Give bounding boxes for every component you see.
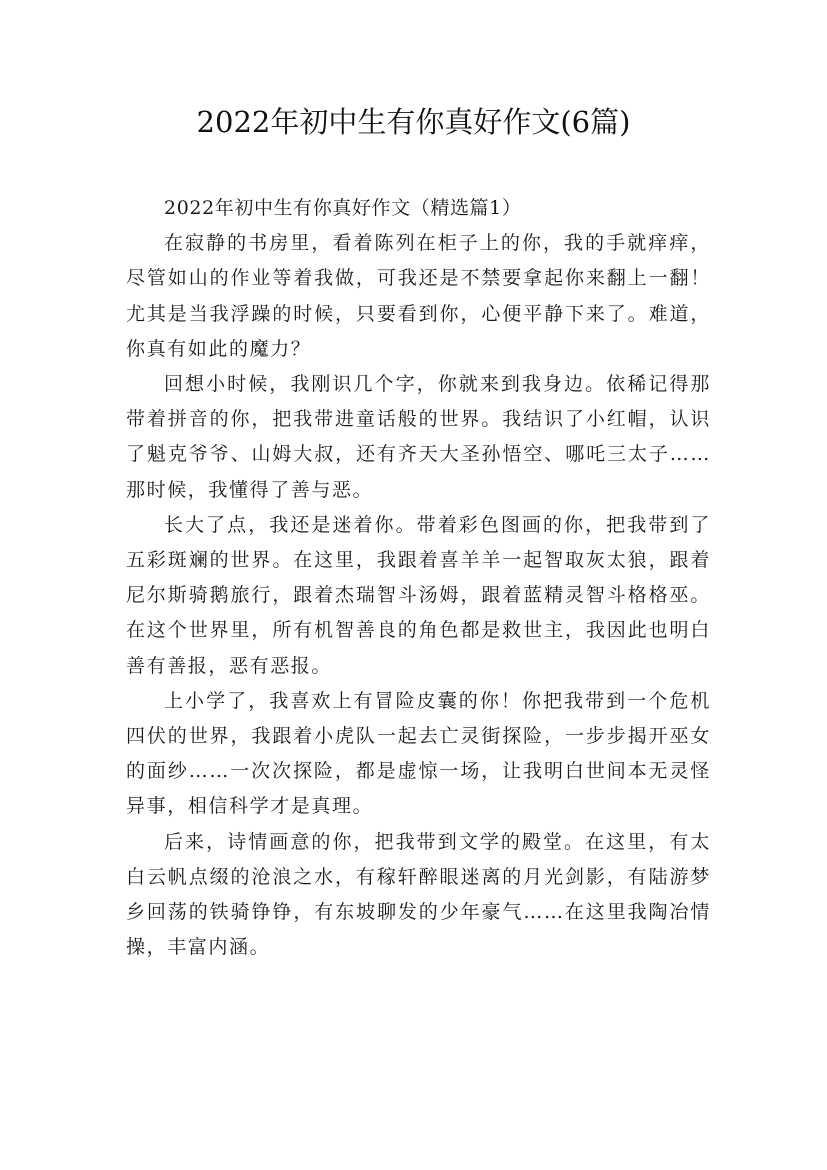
paragraph: 回想小时候，我刚识几个字，你就来到我身边。依稀记得那带着拼音的你，把我带进童话般的世界。我结识了小红帽，认识了魁克爷爷、山姆大叔，还有齐天大圣孙悟空、哪吒三太子……那时候，我懂得了善与恶。	[126, 373, 711, 501]
paragraph: 后来，诗情画意的你，把我带到文学的殿堂。在这里，有太白云帆点缀的沧浪之水，有稼轩醉眼迷离的月光剑影，有陆游梦乡回荡的铁骑铮铮，有东坡聊发的少年豪气……在这里我陶冶情操，丰富内涵。	[126, 830, 711, 959]
document-body	[126, 191, 711, 965]
section-subtitle: 2022年初中生有你真好作文（精选篇1）	[164, 197, 522, 219]
document-title: 2022年初中生有你真好作文(6篇)	[196, 105, 631, 139]
paragraph: 上小学了，我喜欢上有冒险皮囊的你！你把我带到一个危机四伏的世界，我跟着小虎队一起去亡灵街探险，一步步揭开巫女的面纱……一次次探险，都是虚惊一场，让我明白世间本无灵怪异事，相信科学才是真理。	[126, 689, 711, 818]
paragraph: 长大了点，我还是迷着你。带着彩色图画的你，把我带到了五彩斑斓的世界。在这里，我跟着喜羊羊一起智取灰太狼，跟着尼尔斯骑鹅旅行，跟着杰瑞智斗汤姆，跟着蓝精灵智斗格格巫。在这个世界里，所有机智善良的角色都是救世主，我因此也明白善有善报，恶有恶报。	[126, 513, 711, 677]
paragraph: 在寂静的书房里，看着陈列在柜子上的你，我的手就痒痒，尽管如山的作业等着我做，可我还是不禁要拿起你来翻上一翻！尤其是当我浮躁的时候，只要看到你，心便平静下来了。难道，你真有如此的魔力？	[126, 232, 711, 360]
